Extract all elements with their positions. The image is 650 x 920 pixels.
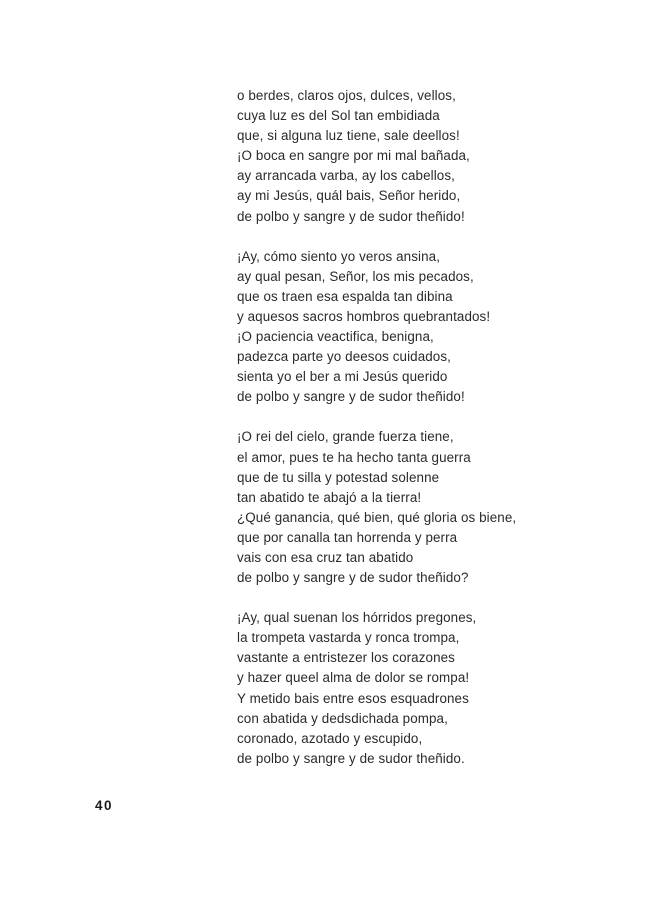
verse-line: cuya luz es del Sol tan embidiada <box>237 108 440 124</box>
verse-line: que de tu silla y potestad solenne <box>237 469 440 485</box>
stanza-4 <box>237 608 637 769</box>
verse-line: de polbo y sangre y de sudor theñido? <box>237 570 469 586</box>
verse-line: vastante a entristezer los corazones <box>237 650 455 666</box>
verse-line: ¡Ay, qual suenan los hórridos pregones, <box>237 610 477 626</box>
verse-line: ay qual pesan, Señor, los mis pecados, <box>237 268 474 284</box>
verse-line: padezca parte yo deesos cuidados, <box>237 349 451 365</box>
verse-line: de polbo y sangre y de sudor theñido. <box>237 750 465 766</box>
stanza-2 <box>237 247 637 408</box>
verse-line: tan abatido te abajó a la tierra! <box>237 489 422 505</box>
verse-line: ¡O rei del cielo, grande fuerza tiene, <box>237 429 454 445</box>
verse-line: y hazer queel alma de dolor se rompa! <box>237 670 470 686</box>
poem-body <box>237 86 637 789</box>
verse-line: la trompeta vastarda y ronca trompa, <box>237 630 460 646</box>
verse-line: ay mi Jesús, quál bais, Señor herido, <box>237 188 461 204</box>
verse-line: vais con esa cruz tan abatido <box>237 549 414 565</box>
stanza-1 <box>237 86 637 227</box>
verse-line: ¡O boca en sangre por mi mal bañada, <box>237 148 470 164</box>
verse-line: de polbo y sangre y de sudor theñido! <box>237 208 465 224</box>
verse-line: ¿Qué ganancia, qué bien, qué gloria os biene, <box>237 509 517 525</box>
page-number: 40 <box>95 798 114 813</box>
verse-line: que os traen esa espalda tan dibina <box>237 288 453 304</box>
verse-line: sienta yo el ber a mi Jesús querido <box>237 369 448 385</box>
verse-line: que por canalla tan horrenda y perra <box>237 529 458 545</box>
verse-line: o berdes, claros ojos, dulces, vellos, <box>237 88 456 103</box>
verse-line: ¡O paciencia veactifica, benigna, <box>237 329 434 345</box>
verse-line: ¡Ay, cómo siento yo veros ansina, <box>237 248 441 264</box>
verse-line: y aquesos sacros hombros quebrantados! <box>237 308 491 324</box>
stanza-3 <box>237 427 637 588</box>
verse-line: el amor, pues te ha hecho tanta guerra <box>237 449 471 465</box>
verse-line: Y metido bais entre esos esquadrones <box>237 690 469 706</box>
verse-line: coronado, azotado y escupido, <box>237 730 423 746</box>
verse-line: con abatida y dedsdichada pompa, <box>237 710 448 726</box>
verse-line: ay arrancada varba, ay los cabellos, <box>237 168 455 184</box>
verse-line: que, si alguna luz tiene, sale deellos! <box>237 128 460 144</box>
verse-line: de polbo y sangre y de sudor theñido! <box>237 389 465 405</box>
